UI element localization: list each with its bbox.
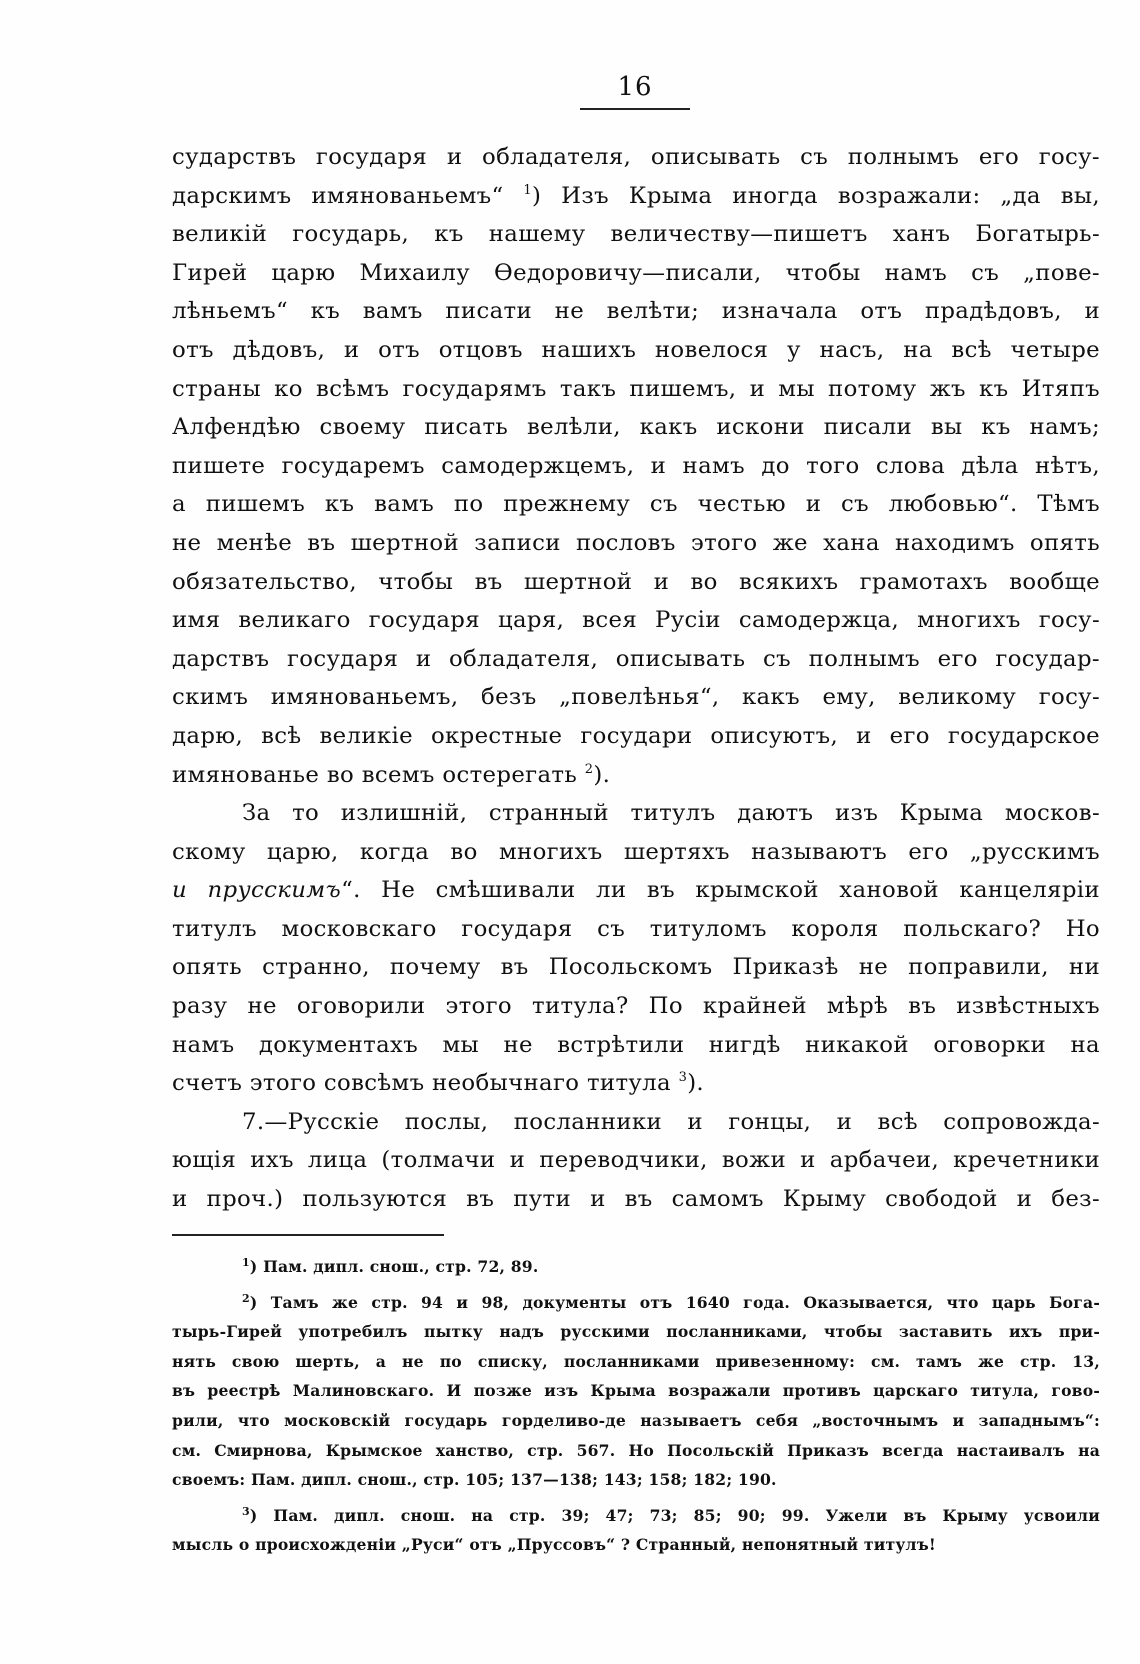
footnote-ref-1[interactable]: 1	[523, 182, 533, 198]
text-line: ющія ихъ лица (толмачи и переводчики, вожи и арбачеи, кречетники	[172, 1147, 1100, 1174]
italic-text: и прусскимъ	[172, 877, 342, 904]
footnote-line: нять свою шерть, а не по списку, посланниками привезенному: см. тамъ же стр. 13,	[172, 1351, 1100, 1371]
footnote-line: рили, что московскій государь горделиво-де называетъ себя „восточнымъ и западнымъ“:	[172, 1410, 1100, 1430]
paragraph-2	[172, 794, 1100, 1103]
text-line: 7.—Русскіе послы, посланники и гонцы, и всѣ сопровожда-	[242, 1108, 1100, 1135]
footnote-2	[172, 1288, 1100, 1495]
text-line: скимъ имянованьемъ, безъ „повелѣнья“, какъ ему, великому госу-	[172, 684, 1100, 711]
text-span: дарскимъ имянованьемъ“	[172, 182, 504, 209]
text-line: разу не оговорили этого титула? По крайней мѣрѣ въ извѣстныхъ	[172, 993, 1100, 1020]
text-line: дарю, всѣ великіе окрестные государи описуютъ, и его государское	[172, 722, 1100, 749]
page-number: 16	[617, 72, 653, 102]
page-header	[580, 70, 690, 110]
page-number-rule	[580, 108, 690, 110]
text-line: титулъ московскаго государя съ титуломъ короля польскаго? Но	[172, 915, 1100, 942]
text-line	[172, 1064, 1100, 1103]
footnote-ref-close: ).	[687, 1070, 705, 1097]
footnote-separator	[172, 1234, 444, 1236]
footnote-line: тырь-Гирей употребилъ пытку надъ русскими посланниками, чтобы заставить ихъ при-	[172, 1322, 1100, 1342]
footnote-marker: 2	[242, 1291, 250, 1305]
footnote-line	[172, 1288, 1100, 1318]
text-line	[172, 177, 1100, 216]
text-line: Алфендѣю своему писать велѣли, какъ искони писали вы къ намъ;	[172, 414, 1100, 441]
footnote-ref-close: ).	[593, 761, 611, 788]
text-line: обязательство, чтобы въ шертной и во всякихъ грамотахъ вообще	[172, 568, 1100, 595]
text-line: За то излишній, странный титулъ даютъ изъ Крыма москов-	[242, 800, 1100, 827]
text-line	[172, 756, 1100, 795]
paragraph-1	[172, 138, 1100, 794]
text-span: Изъ Крыма иногда возражали: „да вы,	[561, 182, 1100, 209]
text-line: а пишемъ къ вамъ по прежнему съ честью и съ любовью“. Тѣмъ	[172, 491, 1100, 518]
text-line: Гирей царю Михаилу Ѳедоровичу—писали, чтобы намъ съ „пове-	[172, 259, 1100, 286]
text-line: имя великаго государя царя, всея Русіи самодержца, многихъ госу-	[172, 607, 1100, 634]
footnote-text: ) Пам. дипл. снош. на стр. 39; 47; 73; 85; 90; 99. Ужели въ Крыму усвоили	[249, 1505, 1100, 1525]
text-line: дарствъ государя и обладателя, описывать съ полнымъ его государ-	[172, 645, 1100, 672]
footnote-text: ) Тамъ же стр. 94 и 98, документы отъ 1640 года. Оказывается, что царь Бога-	[249, 1292, 1100, 1312]
text-line: и проч.) пользуются въ пути и въ самомъ Крыму свободой и без-	[172, 1186, 1100, 1213]
text-span: имянованье во всемъ остерегать	[172, 761, 578, 788]
footnote-1	[172, 1252, 1100, 1282]
text-line: скому царю, когда во многихъ шертяхъ называютъ его „русскимъ	[172, 838, 1100, 865]
footnote-ref-2[interactable]: 2	[584, 761, 594, 777]
text-line	[172, 871, 1100, 910]
text-line: опять странно, почему въ Посольскомъ Приказѣ не поправили, ни	[172, 954, 1100, 981]
footnote-marker: 3	[242, 1504, 250, 1518]
text-span: счетъ этого совсѣмъ необычнаго титула	[172, 1070, 671, 1097]
text-line: сударствъ государя и обладателя, описывать съ полнымъ его госу-	[172, 144, 1100, 170]
text-line: намъ документахъ мы не встрѣтили нигдѣ никакой оговорки на	[172, 1031, 1100, 1058]
footnote-marker: 1	[242, 1256, 250, 1269]
footnote-ref-3[interactable]: 3	[678, 1070, 688, 1086]
footnote-line	[172, 1501, 1100, 1531]
text-line: отъ дѣдовъ, и отъ отцовъ нашихъ новелося у насъ, на всѣ четыре	[172, 336, 1100, 363]
footnote-line: см. Смирнова, Крымское ханство, стр. 567. Но Посольскій Приказъ всегда настаивалъ на	[172, 1440, 1100, 1460]
footnote-line: своемъ: Пам. дипл. снош., стр. 105; 137—138; 143; 158; 182; 190.	[172, 1470, 777, 1490]
paragraph-3	[172, 1103, 1100, 1219]
footnote-line	[172, 1252, 1100, 1282]
footnote-line: въ реестрѣ Малиновскаго. И позже изъ Крыма возражали противъ царскаго титула, гово-	[172, 1381, 1100, 1401]
footnote-text: ) Пам. дипл. снош., стр. 72, 89.	[249, 1257, 539, 1276]
text-line: пишете государемъ самодержцемъ, и намъ до того слова дѣла нѣтъ,	[172, 452, 1100, 479]
text-line: не менѣе въ шертной записи пословъ этого же хана находимъ опять	[172, 529, 1100, 556]
text-line: лѣньемъ“ къ вамъ писати не велѣти; изначала отъ прадѣдовъ, и	[172, 298, 1100, 325]
body-text	[172, 138, 1100, 1219]
footnote-line: мысль о происхожденіи „Руси“ отъ „Пруссовъ“ ? Странный, непонятный титулъ!	[172, 1535, 936, 1555]
footnote-ref-close: )	[532, 182, 542, 209]
footnote-3	[172, 1501, 1100, 1560]
text-span: “. Не смѣшивали ли въ крымской хановой канцеляріи	[341, 877, 1100, 904]
text-line: великій государь, къ нашему величеству—пишетъ ханъ Богатырь-	[172, 221, 1100, 248]
footnotes	[172, 1252, 1100, 1566]
text-line: страны ко всѣмъ государямъ такъ пишемъ, и мы потому жъ къ Итяпъ	[172, 375, 1100, 402]
